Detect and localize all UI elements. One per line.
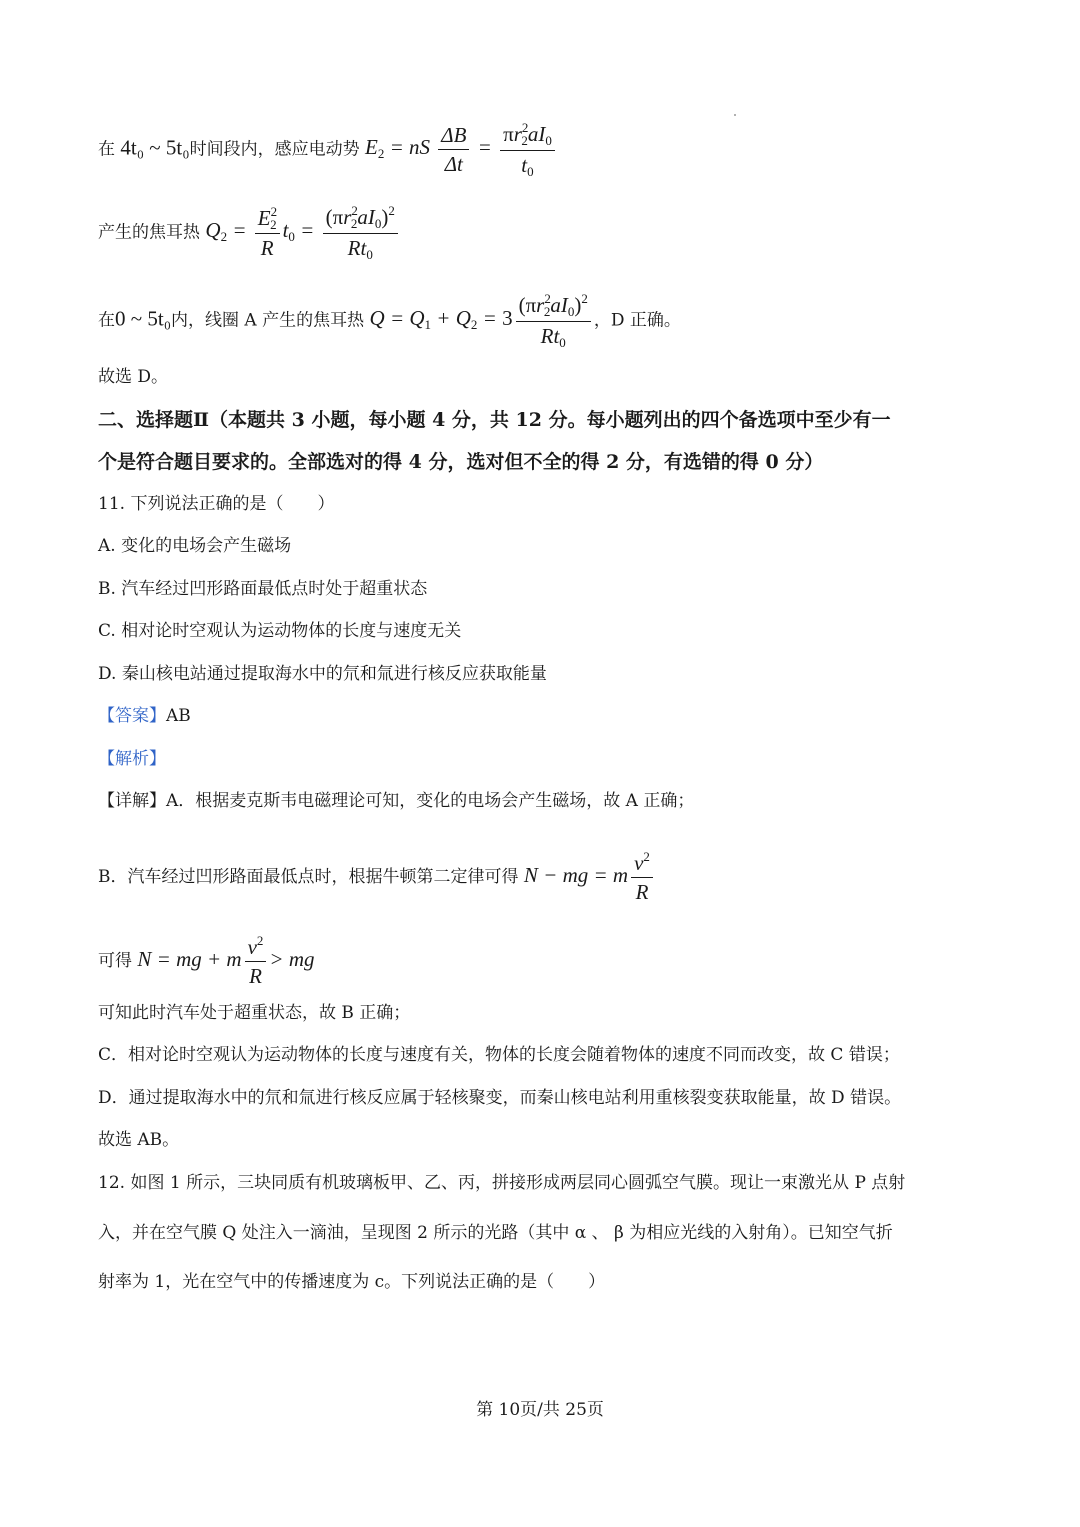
joule-heat-label: 产生的焦耳热 xyxy=(98,222,200,243)
detail-d: D．通过提取海水中的氘和氚进行核反应属于轻核聚变，而秦山核电站利用重核裂变获取能量，故 D 错误。 xyxy=(98,1088,902,1108)
newton-second-law-formula: N − mg = m $\frac{v^2}{R}$ xyxy=(524,863,656,887)
conclusion-ab: 故选 AB。 xyxy=(98,1130,180,1150)
derive-line xyxy=(98,932,315,991)
option-b: B. 汽车经过凹形路面最低点时处于超重状态 xyxy=(98,579,428,599)
conclusion-d: 故选 D。 xyxy=(98,367,169,387)
question-11-stem: 11. 下列说法正确的是（ ） xyxy=(98,494,335,514)
detail-b2: 可知此时汽车处于超重状态，故 B 正确； xyxy=(98,1003,411,1023)
emf-equation-line xyxy=(98,119,558,180)
time-interval: 4t₀ ~ 5t₀ xyxy=(120,135,190,160)
question-12-line3: 射率为 1，光在空气中的传播速度为 c。下列说法正确的是（ ） xyxy=(98,1272,606,1292)
scan-speck xyxy=(734,114,736,116)
q-total-formula: $Q = Q_1 + Q_2 = 3$ $\frac{(\pi r^2_2aI_0)^2}{Rt_0}$ xyxy=(370,306,594,330)
answer-tag: 【答案】 xyxy=(98,706,166,726)
joule-heat-q2-line xyxy=(98,202,401,263)
emf-label: 时间段内，感应电动势 xyxy=(189,139,360,160)
analysis-tag: 【解析】 xyxy=(98,749,166,769)
text-prefix: 在 xyxy=(98,139,121,160)
section-heading-line2: 个是符合题目要求的。全部选对的得 4 分，选对但不全的得 2 分，有选错的得 0 分） xyxy=(98,451,824,473)
total-heat-line xyxy=(98,290,681,351)
question-12-line2: 入，并在空气膜 Q 处注入一滴油，呈现图 2 所示的光路（其中 α 、 β 为相应光线的入射角）。已知空气折 xyxy=(98,1223,893,1243)
detail-b-text: B．汽车经过凹形路面最低点时，根据牛顿第二定律可得 xyxy=(98,867,519,888)
option-a: A. 变化的电场会产生磁场 xyxy=(98,536,292,556)
emf-formula: $E_2$ = nS $\frac{\Delta B}{\Delta t}$ = $\frac{\pi r^2_2aI_0}{t_0}$ xyxy=(365,135,558,159)
answer-line xyxy=(98,708,191,725)
question-12-line1: 12. 如图 1 所示，三块同质有机玻璃板甲、乙、丙，拼接形成两层同心圆弧空气膜。现让一束激光从 P 点射 xyxy=(98,1173,906,1193)
answer-value: AB xyxy=(166,706,191,726)
q2-formula: $Q_2$ = $\frac{E^2_2}{R}$ $t_0$ = $\frac{(\pi r^2_2aI_0)^2}{Rt_0}$ xyxy=(205,218,400,242)
total-heat-label: 内，线圈 A 产生的焦耳热 xyxy=(171,310,365,331)
time-interval: 0 ~ 5t₀ xyxy=(115,306,172,331)
detail-a: 【详解】A．根据麦克斯韦电磁理论可知，变化的电场会产生磁场，故 A 正确； xyxy=(98,791,695,811)
text-suffix: ，D 正确。 xyxy=(593,310,681,331)
detail-b-line xyxy=(98,848,656,907)
text-prefix: 在 xyxy=(98,310,115,331)
section-heading-line1: 二、选择题Ⅱ（本题共 3 小题，每小题 4 分，共 12 分。每小题列出的四个备选项中至少有一 xyxy=(98,409,891,431)
option-c: C. 相对论时空观认为运动物体的长度与速度无关 xyxy=(98,621,462,641)
derive-prefix: 可得 xyxy=(98,951,132,972)
normal-force-formula: N = mg + m $\frac{v^2}{R}$ > mg xyxy=(137,933,315,989)
option-d: D. 秦山核电站通过提取海水中的氘和氚进行核反应获取能量 xyxy=(98,664,547,684)
detail-c: C．相对论时空观认为运动物体的长度与速度有关，物体的长度会随着物体的速度不同而改变，故 C 错误； xyxy=(98,1045,900,1065)
page-footer: 第 10页/共 25页 xyxy=(476,1400,604,1420)
